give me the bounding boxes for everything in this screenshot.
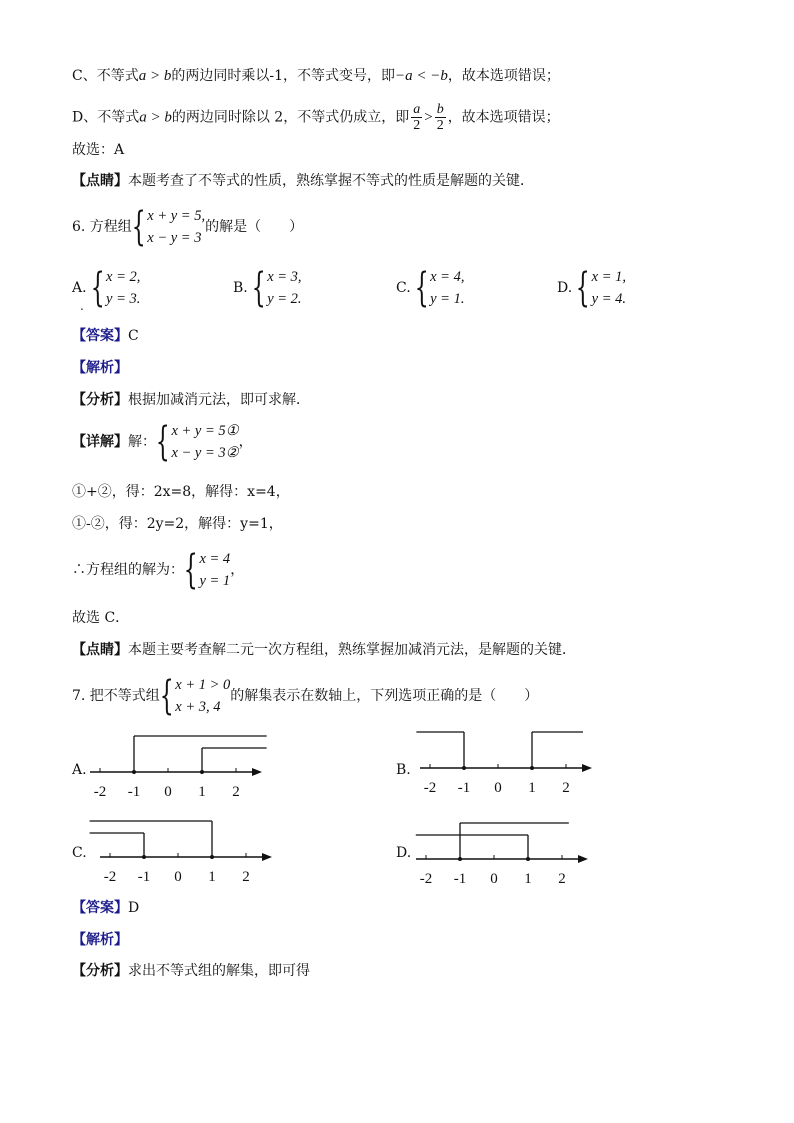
analysis-line: 【分析】求出不等式组的解集，即可得 [72,963,310,979]
tick-label: 0 [164,784,172,800]
tick-label: 2 [232,784,240,800]
tick-label: 0 [490,871,498,883]
endpoint-dot [132,770,136,774]
endpoint-dot [210,855,214,859]
option-d[interactable]: D. { x = 1, y = 4. [557,265,626,311]
endpoint-dot [526,857,530,861]
question-7: 7. 把不等式组 { x + 1 > 0 x + 3, 4 的解集表示在数轴上，下列选项正确的是（ ） [72,673,539,719]
tick-label: 1 [208,869,216,883]
tick-label: 2 [242,869,250,883]
tick-label: 2 [562,780,570,796]
endpoint-dot [530,766,534,770]
axis-arrow [582,764,592,772]
analysis-heading: 【解析】 [72,360,128,376]
tick-label: -1 [137,869,151,883]
option-d-label[interactable]: D. [396,845,412,861]
axis-arrow [578,855,588,863]
endpoint-dot [200,770,204,774]
answer-line: 【答案】C [72,328,139,344]
tick-label: 0 [494,780,502,796]
inequality: a > b [139,109,172,126]
choice-line: 故选：A [72,142,125,158]
fraction-a-over-2: $\frac{a}{2}$ [413,102,421,133]
number-line-option-c[interactable] [88,811,278,883]
solution-step-2: ①-②，得：2y=2，解得：y=1， [72,516,283,532]
answer-line: 【答案】D [72,900,140,916]
option-b[interactable]: B. { x = 3, y = 2. [233,265,302,311]
number-line-option-b[interactable] [412,728,597,800]
endpoint-dot [458,857,462,861]
tick-label: -1 [453,871,467,883]
option-b-label[interactable]: B. [396,762,411,778]
fraction-b-over-2: $\frac{b}{2}$ [436,102,444,133]
number-line-option-d[interactable] [412,811,597,883]
tick-label: -2 [103,869,117,883]
tick-label: -1 [127,784,141,800]
option-a[interactable]: A. { x = 2, y = 3. [72,265,141,311]
equation-system: { x + y = 5, x − y = 3 [131,204,206,250]
tick-label: -2 [419,871,433,883]
option-a-dot: . [80,299,84,313]
question-6: 6. 方程组 { x + y = 5, x − y = 3 的解是（ ） [72,204,304,250]
inequality-system: { x + 1 > 0 x + 3, 4 [159,673,231,719]
solution-result: ∴方程组的解为： { x = 4 y = 1 ， [72,547,245,593]
tick-label: 1 [528,780,536,796]
equation-system: { x + y = 5① x − y = 3② [155,419,239,465]
option-c-label[interactable]: C. [72,845,87,861]
option-a-label[interactable]: A. [72,762,87,778]
line-option-c-explanation: C、不等式a > b的两边同时乘以-1，不等式变号，即−a < −b，故本选项错误； [72,68,560,84]
tick-label: -1 [457,780,471,796]
review-line: 【点睛】本题考查了不等式的性质，熟练掌握不等式的性质是解题的关键． [72,173,534,189]
tick-label: 1 [524,871,532,883]
number-line-option-a[interactable] [88,728,273,800]
choice-line: 故选 C． [72,610,130,626]
endpoint-dot [142,855,146,859]
endpoint-dot [462,766,466,770]
option-c[interactable]: C. { x = 4, y = 1. [396,265,465,311]
analysis-heading: 【解析】 [72,932,128,948]
tick-label: 1 [198,784,206,800]
analysis-line: 【分析】根据加减消元法，即可求解． [72,392,310,408]
inequality: a > b [138,68,172,84]
tick-label: 2 [558,871,566,883]
axis-arrow [252,768,262,776]
equation-system: { x = 4 y = 1 [183,547,231,593]
axis-arrow [262,853,272,861]
review-line: 【点睛】本题主要考查解二元一次方程组，熟练掌握加减消元法，是解题的关键． [72,642,576,658]
line-option-d-explanation: D、不等式a > b的两边同时除以 2，不等式仍成立，即 $\frac{a}{2}$ > $\frac{b}{2}$ ，故本选项错误； [72,102,560,133]
tick-label: -2 [93,784,107,800]
detail-line: 【详解】解： { x + y = 5① x − y = 3② ， [72,419,253,465]
result-inequality: −a < −b [394,68,448,84]
tick-label: -2 [423,780,437,796]
tick-label: 0 [174,869,182,883]
solution-step-1: ①+②，得：2x=8，解得：x=4， [72,484,290,500]
